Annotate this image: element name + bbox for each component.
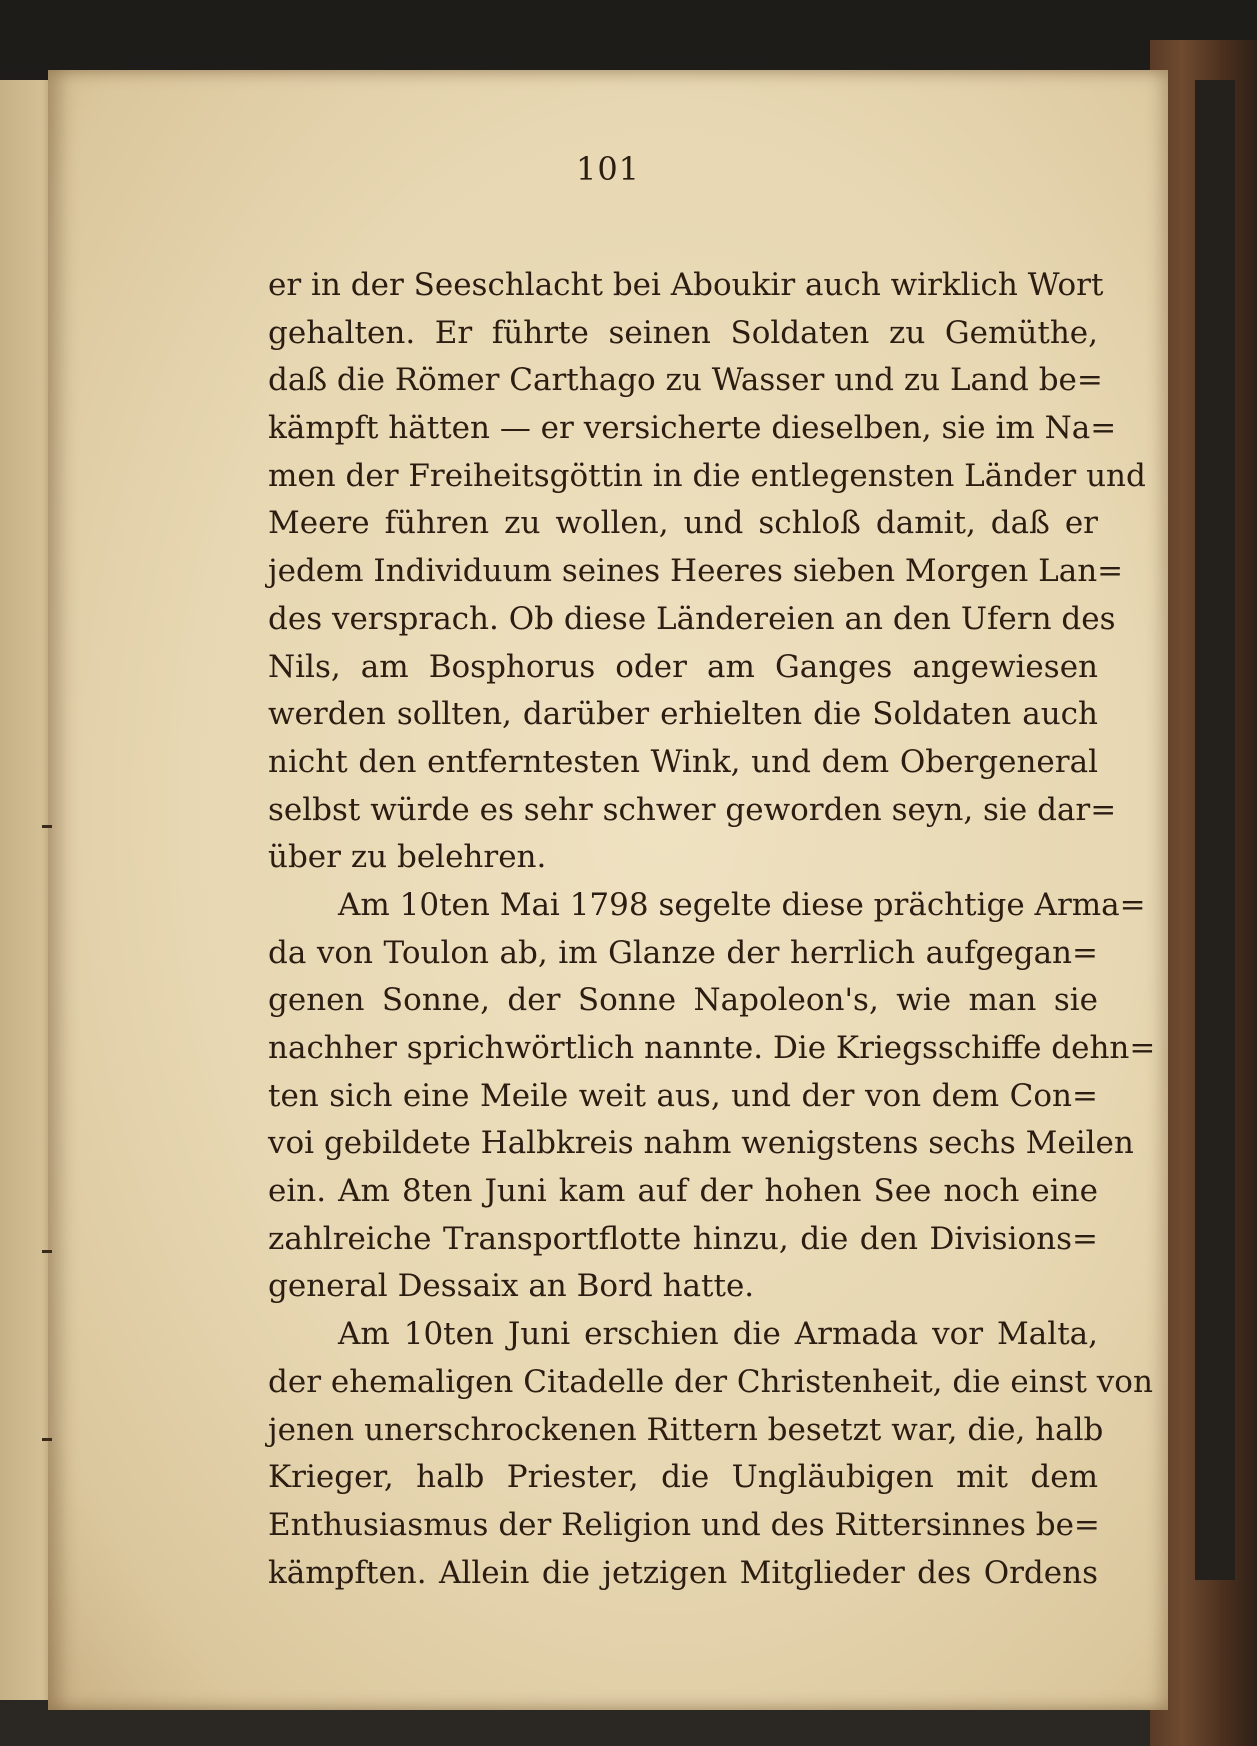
text-line: er in der Seeschlacht bei Aboukir auch wirklich Wort: [268, 267, 1104, 303]
text-line: voi gebildete Halbkreis nahm wenigstens sechs Meilen: [268, 1125, 1134, 1162]
paragraph-start-line: Am 10ten Juni erschien die Armada vor Malta,: [338, 1316, 1098, 1353]
text-line: Nils, am Bosphorus oder am Ganges angewiesen: [268, 648, 1098, 685]
text-line: werden sollten, darüber erhielten die Soldaten auch: [268, 696, 1098, 733]
text-line: selbst würde es sehr schwer geworden seyn, sie dar=: [268, 791, 1117, 828]
text-line: men der Freiheitsgöttin in die entlegensten Länder und: [268, 457, 1146, 494]
text-line: kämpft hätten — er versicherte dieselben, sie im Na=: [268, 410, 1117, 447]
text-line: kämpften. Allein die jetzigen Mitglieder des Ordens: [268, 1554, 1098, 1591]
paragraph-end-line: über zu belehren.: [268, 839, 547, 876]
text-line: ten sich eine Meile weit aus, und der von dem Con=: [268, 1077, 1098, 1114]
body-text: [268, 262, 1156, 1597]
page-number: 101: [575, 150, 641, 188]
margin-mark: [42, 825, 52, 828]
text-line: jedem Individuum seines Heeres sieben Morgen Lan=: [268, 553, 1124, 590]
text-line: daß die Römer Carthago zu Wasser und zu Land be=: [268, 362, 1103, 399]
paragraph-start-line: Am 10ten Mai 1798 segelte diese prächtige Arma=: [338, 886, 1146, 923]
text-line: Meere führen zu wollen, und schloß damit, daß er: [268, 505, 1098, 542]
text-line: der ehemaligen Citadelle der Christenheit, die einst von: [268, 1363, 1153, 1400]
text-line: Krieger, halb Priester, die Ungläubigen mit dem: [268, 1459, 1098, 1496]
text-line: gehalten. Er führte seinen Soldaten zu Gemüthe,: [268, 314, 1098, 351]
paragraph-end-line: general Dessaix an Bord hatte.: [268, 1268, 755, 1305]
book-page: [48, 70, 1168, 1710]
margin-mark: [42, 1438, 52, 1441]
text-line: nicht den entferntesten Wink, und dem Obergeneral: [268, 743, 1098, 780]
text-line: jenen unerschrockenen Rittern besetzt war, die, halb: [268, 1411, 1104, 1448]
margin-mark: [42, 1250, 52, 1253]
text-line: zahlreiche Transportflotte hinzu, die den Divisions=: [268, 1220, 1098, 1257]
text-line: genen Sonne, der Sonne Napoleon's, wie man sie: [268, 982, 1098, 1019]
text-line: da von Toulon ab, im Glanze der herrlich aufgegan=: [268, 934, 1098, 971]
book-spine-shadow: [1195, 80, 1235, 1580]
text-line: des versprach. Ob diese Ländereien an den Ufern des: [268, 600, 1116, 637]
text-line: nachher sprichwörtlich nannte. Die Kriegsschiffe dehn=: [268, 1030, 1156, 1066]
text-line: ein. Am 8ten Juni kam auf der hohen See noch eine: [268, 1173, 1098, 1210]
text-line: Enthusiasmus der Religion und des Rittersinnes be=: [268, 1506, 1100, 1543]
